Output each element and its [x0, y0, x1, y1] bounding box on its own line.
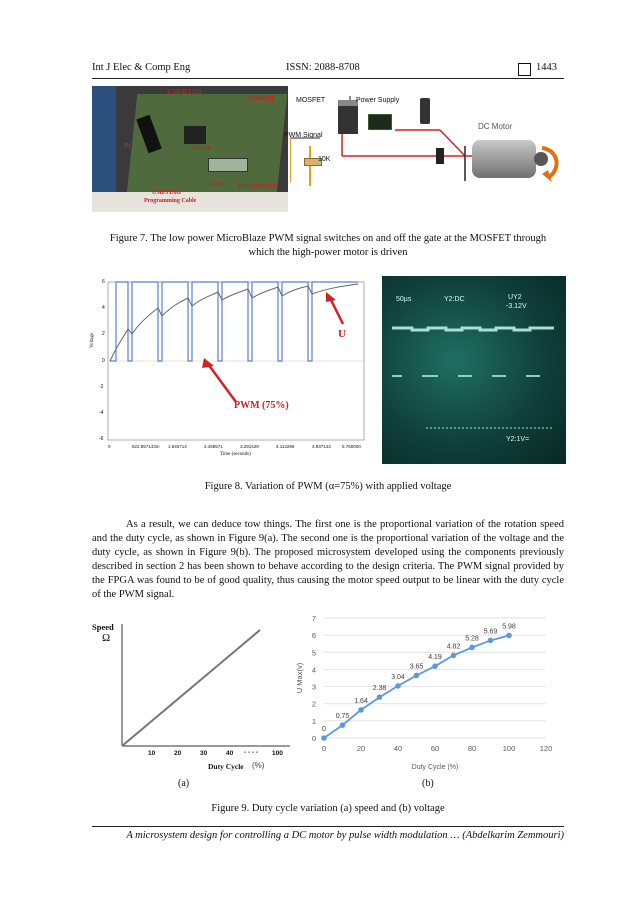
data-point: [506, 633, 512, 639]
x-tick-label: 40: [393, 744, 403, 753]
lcd-display: [208, 158, 248, 172]
fig9a-ylabel: Speed: [92, 622, 114, 632]
fig9a-xtick: 10: [148, 750, 156, 757]
sim-xtick: 822.857143m: [132, 444, 160, 449]
y-tick-label: 3: [311, 682, 316, 692]
scope-trace-svg: [382, 276, 566, 464]
y-tick-label: 2: [311, 699, 316, 709]
y-tick-label: 6: [311, 631, 316, 641]
label-pwm-signal: PWM Signal: [284, 132, 323, 139]
label-power: POWER: [248, 95, 275, 103]
scope-upper-trace: [392, 328, 554, 330]
label-resistor: 10K: [318, 156, 331, 163]
y-tick-label: 4: [311, 665, 316, 675]
data-label: 0: [322, 726, 326, 733]
power-supply-board: [368, 114, 392, 130]
data-point: [377, 694, 383, 700]
x-tick-label: 80: [467, 744, 477, 753]
y-tick-label: 1: [311, 716, 316, 726]
journal-name: Int J Elec & Comp Eng: [92, 62, 191, 73]
fig9a-speed-plot: [92, 618, 292, 778]
label-usb-rs232: USB/RS232: [167, 88, 203, 96]
header-rule: [92, 78, 564, 79]
fig9a-xtick: 40: [226, 750, 234, 757]
x-axis-label: Duty Cycle (%): [411, 764, 459, 771]
fig8-simulation-plot: [88, 274, 370, 464]
y-axis-label: U Max(v): [295, 662, 304, 694]
y-tick-label: 7: [311, 614, 316, 623]
diode-icon: [436, 148, 444, 164]
fig7-caption: [92, 232, 564, 260]
fig7-caption-line1: Figure 7. The low power MicroBlaze PWM signal switches on and off the gate at the MOSFET through: [109, 233, 547, 244]
sim-xtick: 1.645714: [168, 444, 187, 449]
label-power-supply: Power Supply: [356, 97, 400, 104]
sim-ytick: 4: [102, 305, 105, 311]
label-fpga: FPGA: [192, 144, 212, 152]
sim-xtick: 3.291429: [240, 444, 259, 449]
x-tick-label: 60: [430, 744, 440, 753]
fig9a-svg: [92, 618, 292, 778]
issn: ISSN: 2088-8708: [286, 62, 360, 73]
data-point: [340, 722, 346, 728]
scope-voltage: -3.12V: [506, 303, 527, 310]
data-point: [414, 673, 420, 679]
data-point: [395, 683, 401, 689]
data-label: 4.82: [446, 643, 461, 651]
sim-xlabel: Time (seconds): [220, 452, 251, 457]
fig7-caption-line2: which the high-power motor is driven: [248, 247, 408, 258]
data-label: 1.64: [354, 697, 368, 705]
body-paragraph: As a result, we can deduce tow things. The first one is the proportional variation of the rotation speed and the duty cycle, as shown in Figure 9(a). The second one is the proportional variation of the voltage and the duty cycle, as shown in Figure 9(b). The proposed microsystem developed using the components previously described in section 2 has been shown to behave according to the design criteria. The PWM signal provided by the FPGA was found to be of good quality, thus causing the motor speed output to be linear with the duty cycle of the PWM signal.: [92, 519, 564, 600]
sim-ytick: 2: [102, 331, 105, 337]
data-label: 4.19: [428, 654, 442, 662]
fig8-caption: Figure 8. Variation of PWM (α=75%) with applied voltage: [204, 481, 452, 492]
annot-pwm: PWM (75%): [234, 400, 289, 411]
data-point: [321, 735, 327, 741]
label-mosfet: MOSFET: [296, 97, 326, 104]
scope-volt-div: Y2:1V=: [506, 436, 530, 443]
capacitor-icon: [420, 98, 430, 124]
data-label: 2.38: [372, 685, 387, 693]
scope-time-div: 50µs: [396, 296, 412, 303]
simulation-svg: [88, 274, 370, 464]
x-tick-label: 120: [539, 744, 553, 753]
fig9b-sublabel: (b): [422, 778, 434, 789]
footer-text: A microsystem design for controlling a DC motor by pulse width modulation … (Abdelkarim Zemmouri): [126, 830, 564, 841]
data-point: [451, 653, 457, 659]
x-tick-label: 100: [502, 744, 516, 753]
data-label: 5.98: [502, 623, 516, 631]
annot-u: U: [338, 328, 346, 340]
fpga-board-photo: [92, 86, 288, 212]
label-programming-cable: Programming Cable: [144, 198, 197, 204]
sim-xtick: 2.468571: [204, 444, 223, 449]
fig9a-xtick: 100: [272, 750, 283, 757]
fig9b-svg: [290, 610, 566, 776]
label-dc-motor: DC Motor: [478, 122, 513, 131]
sim-xtick: 4.937143: [312, 444, 331, 449]
data-point: [469, 645, 475, 651]
data-label: 5.28: [465, 635, 479, 643]
fpga-chip: [184, 126, 206, 144]
scope-channel: UY2: [508, 294, 522, 301]
oscilloscope-photo: [382, 276, 566, 464]
sim-ytick: -6: [99, 436, 104, 442]
y-tick-label: 0: [311, 734, 316, 743]
data-label: 3.04: [391, 673, 405, 681]
label-pc: PC: [124, 142, 134, 150]
fig9a-speed-line: [122, 630, 260, 746]
fig9a-xtick: - - - -: [244, 749, 259, 756]
scope-coupling: Y2:DC: [444, 296, 465, 303]
wiring-diagram: [284, 86, 566, 212]
label-leds: LEDs: [210, 182, 225, 188]
fig9a-xtick: 20: [174, 750, 182, 757]
fig9a-xtick: 30: [200, 750, 208, 757]
page-number: 1443: [536, 62, 557, 73]
fig9a-xlabel: Duty Cycle: [208, 762, 244, 771]
fig9a-omega: Ω: [102, 632, 111, 644]
fig9a-xlabel-unit: (%): [252, 761, 265, 770]
sim-ylabel: Voltage: [90, 332, 95, 348]
label-dip-switchs: DIP SWITCHS: [238, 184, 278, 190]
dc-motor-body: [472, 140, 536, 178]
data-label: 3.65: [409, 663, 424, 671]
data-point: [488, 638, 494, 644]
label-usb-jtag: USB/JTAG: [152, 190, 181, 196]
rotation-arrow-icon: [534, 144, 564, 184]
mosfet-icon: [338, 100, 358, 134]
data-label: 0.75: [335, 713, 350, 721]
footer-rule: [92, 826, 564, 827]
checkbox-glyph-icon: [518, 63, 531, 76]
sim-xtick: 4.114286: [276, 444, 295, 449]
sim-xtick: 0: [108, 444, 111, 449]
sim-ytick: 0: [102, 358, 105, 364]
fig9b-voltage-chart: [290, 610, 566, 776]
data-point: [432, 663, 438, 669]
sim-ytick: 6: [102, 279, 105, 285]
fig9a-sublabel: (a): [178, 778, 190, 789]
sim-ytick: -4: [99, 410, 104, 416]
sim-ytick: -2: [99, 384, 104, 390]
x-tick-label: 20: [356, 744, 366, 753]
sim-xtick: 5.760000: [342, 444, 361, 449]
y-tick-label: 5: [311, 648, 316, 658]
data-point: [358, 707, 364, 713]
x-tick-label: 0: [321, 744, 327, 753]
data-label: 5.69: [483, 628, 498, 636]
fig9-caption: Figure 9. Duty cycle variation (a) speed and (b) voltage: [211, 803, 445, 814]
